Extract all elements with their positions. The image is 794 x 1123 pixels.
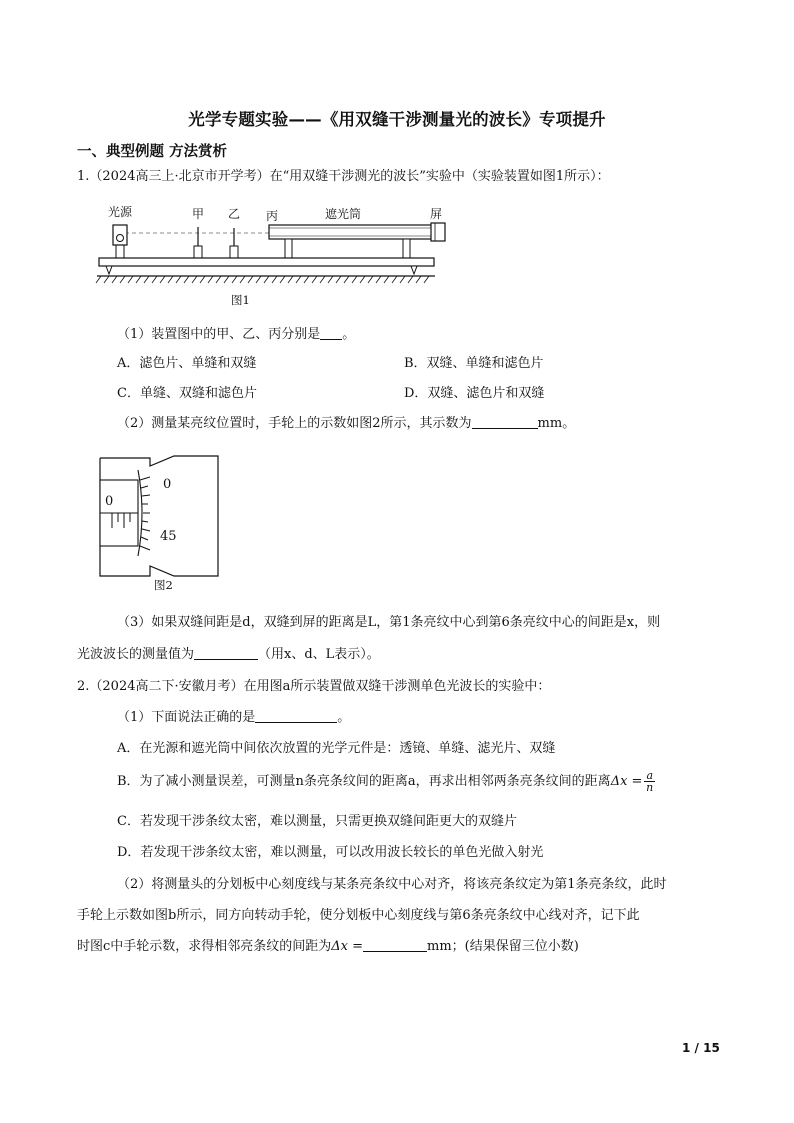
q2-part2-blank[interactable]	[363, 938, 427, 952]
q2-option-c: C．若发现干涉条纹太密，难以测量，只需更换双缝间距更大的双缝片	[117, 814, 517, 829]
fig1-label-yi: 乙	[228, 207, 241, 221]
q1-stem: 1.（2024高三上·北京市开学考）在“用双缝干涉测光的波长”实验中（实验装置如图1所示）：	[77, 169, 610, 184]
fig2-thimble-45: 45	[160, 529, 177, 544]
fig1-label-screen: 屏	[430, 207, 443, 221]
page-number: 1 / 15	[682, 1041, 720, 1055]
fig2-sleeve-zero: 0	[105, 494, 114, 509]
figure-1-apparatus	[95, 200, 445, 310]
page-title: 光学专题实验——《用双缝干涉测量光的波长》专项提升	[188, 110, 606, 129]
fig1-label-jia: 甲	[192, 207, 205, 221]
q1-part1-blank[interactable]	[320, 326, 342, 340]
q2-part2-line3: 时图c中手轮示数，求得相邻亮条纹的间距为Δx = mm；(结果保留三位小数)	[77, 939, 579, 954]
fig2-thimble-zero: 0	[163, 477, 172, 492]
q1-option-d: D．双缝、滤色片和双缝	[404, 386, 545, 401]
q2-part1-blank[interactable]	[255, 709, 337, 723]
q1-option-c: C．单缝、双缝和滤色片	[117, 386, 257, 401]
fig1-optical-bench	[99, 258, 434, 266]
fig1-label-bing: 丙	[266, 209, 279, 223]
q1-part3-line2: 光波波长的测量值为 （用x、d、L表示）。	[77, 647, 380, 662]
fig1-screen	[431, 223, 445, 241]
fig1-label-source: 光源	[108, 205, 133, 219]
fig1-tube	[269, 225, 435, 239]
fig1-label-tube: 遮光筒	[325, 207, 362, 221]
q2-stem: 2.（2024高二下·安徽月考）在用图a所示装置做双缝干涉测单色光波长的实验中：	[77, 679, 551, 694]
q1-part3-line1: （3）如果双缝间距是d，双缝到屏的距离是L，第1条亮纹中心到第6条亮纹中心的间距是x，则	[117, 615, 661, 630]
fig2-caption: 图2	[154, 578, 173, 592]
q2-option-b-fraction: $\frac{a}{n}$	[646, 769, 654, 794]
q1-part2: （2）测量某亮纹位置时，手轮上的示数如图2所示，其示数为 mm。	[117, 416, 576, 431]
q2-option-d: D．若发现干涉条纹太密，难以测量，可以改用波长较长的单色光做入射光	[117, 845, 544, 860]
q1-part3-blank[interactable]	[194, 646, 258, 660]
q2-part2-line2: 手轮上示数如图b所示，同方向转动手轮，使分划板中心刻度线与第6条亮条纹中心线对齐，记下此	[77, 908, 640, 923]
q2-option-b: B．为了减小测量误差，可测量n条亮条纹间的距离a，再求出相邻两条亮条纹间的距离Δx = $\frac{a}{n}$	[117, 769, 654, 794]
section-heading: 一、典型例题 方法赏析	[77, 144, 228, 160]
q2-option-a: A．在光源和遮光筒中间依次放置的光学元件是：透镜、单缝、滤光片、双缝	[117, 741, 556, 756]
q2-part1: （1）下面说法正确的是 。	[117, 710, 351, 725]
figure-2-micrometer	[100, 456, 222, 596]
q2-part2-line1: （2）将测量头的分划板中心刻度线与某条亮条纹中心对齐，将该亮条纹定为第1条亮条纹，此时	[117, 877, 667, 892]
q1-part1: （1）装置图中的甲、乙、丙分别是 。	[117, 327, 356, 342]
fig1-caption: 图1	[231, 293, 250, 307]
q1-option-b: B．双缝、单缝和滤色片	[404, 356, 544, 371]
q1-option-a: A．滤色片、单缝和双缝	[117, 356, 257, 371]
q1-part2-blank[interactable]	[472, 415, 538, 429]
